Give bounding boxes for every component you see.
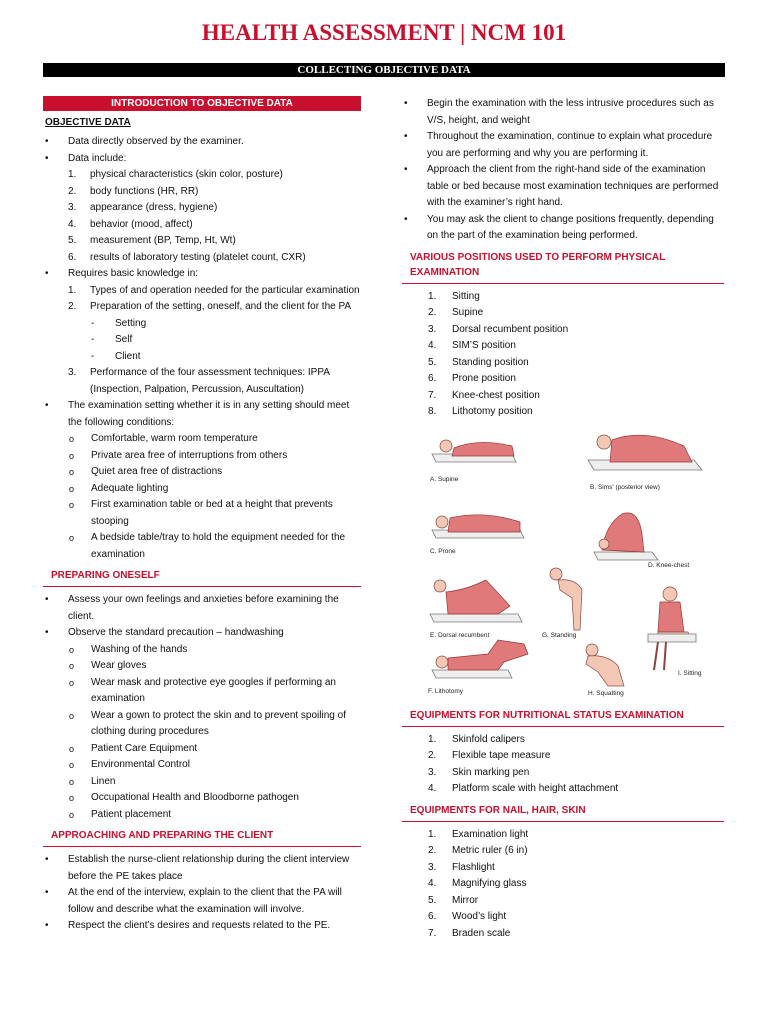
precaution-item: o Wear gloves bbox=[43, 658, 361, 675]
list-item bbox=[43, 365, 361, 398]
position-item bbox=[402, 322, 724, 339]
list-text: Sitting bbox=[452, 290, 480, 302]
setting-bullet bbox=[43, 398, 361, 431]
list-item bbox=[43, 217, 361, 234]
caption-sims: B. Sims' (posterior view) bbox=[590, 483, 660, 491]
positions-illustration bbox=[402, 424, 724, 700]
list-item bbox=[43, 184, 361, 201]
bullet-item: • You may ask the client to change positions frequently, depending on the part of the examination being performed. bbox=[402, 212, 724, 245]
list-number: 6. bbox=[68, 251, 77, 263]
list-text: Skin marking pen bbox=[452, 766, 530, 778]
caption-sitting: I. Sitting bbox=[678, 669, 702, 677]
positions-header: VARIOUS POSITIONS USED TO PERFORM PHYSICAL EXAMINATION bbox=[402, 250, 724, 284]
list-number: 3. bbox=[428, 861, 437, 873]
list-item bbox=[43, 233, 361, 250]
equipment-item bbox=[402, 765, 724, 782]
squatting-figure bbox=[578, 642, 636, 692]
list-text: results of laboratory testing (platelet count, CXR) bbox=[90, 251, 306, 263]
list-text: Wood’s light bbox=[452, 911, 507, 922]
intro-header: INTRODUCTION TO OBJECTIVE DATA bbox=[43, 96, 361, 111]
nail-equipment-list bbox=[402, 827, 724, 943]
list-text: Prone position bbox=[452, 373, 516, 384]
list-item bbox=[43, 299, 361, 316]
condition-item: o First examination table or bed at a height that prevents stooping bbox=[43, 497, 361, 530]
precaution-item: o Washing of the hands bbox=[43, 642, 361, 659]
list-item bbox=[43, 200, 361, 217]
list-number: 5. bbox=[428, 356, 437, 368]
bullet-item: • Assess your own feelings and anxieties before examining the client. bbox=[43, 592, 361, 625]
sims-figure bbox=[584, 424, 708, 484]
list-text: Lithotomy position bbox=[452, 406, 533, 417]
nutrition-equipment-header: EQUIPMENTS FOR NUTRITIONAL STATUS EXAMINATION bbox=[402, 708, 724, 727]
precaution-item: o Environmental Control bbox=[43, 757, 361, 774]
position-item bbox=[402, 388, 724, 405]
objective-bullets bbox=[43, 134, 361, 167]
dorsal-recumbent-figure bbox=[426, 572, 526, 632]
conditions-list bbox=[43, 431, 361, 563]
list-text: Flashlight bbox=[452, 861, 495, 873]
bullet-item: • Respect the client’s desires and requests related to the PE. bbox=[43, 918, 361, 935]
standing-figure bbox=[546, 564, 594, 634]
list-text: Metric ruler (6 in) bbox=[452, 845, 528, 856]
sublist-item: - Setting bbox=[43, 316, 361, 333]
list-number: 6. bbox=[428, 373, 437, 384]
caption-standing: G. Standing bbox=[542, 631, 577, 639]
page-title: HEALTH ASSESSMENT | NCM 101 bbox=[201, 20, 567, 45]
sublist-item: - Self bbox=[43, 332, 361, 349]
list-number: 1. bbox=[68, 169, 77, 180]
prone-figure bbox=[428, 508, 528, 548]
list-number: 4. bbox=[428, 783, 437, 794]
section-banner: COLLECTING OBJECTIVE DATA bbox=[43, 63, 725, 77]
list-text: Magnifying glass bbox=[452, 878, 527, 889]
supine-figure bbox=[428, 428, 518, 474]
equipment-item bbox=[402, 781, 724, 798]
condition-item: o Adequate lighting bbox=[43, 481, 361, 498]
list-text: Standing position bbox=[452, 356, 529, 368]
preparing-bullets bbox=[43, 592, 361, 642]
list-number: 2. bbox=[68, 185, 77, 197]
position-item bbox=[402, 371, 724, 388]
list-number: 1. bbox=[428, 290, 437, 302]
nutrition-equipment-list bbox=[402, 732, 724, 798]
caption-supine: A. Supine bbox=[430, 475, 459, 483]
list-item bbox=[43, 283, 361, 300]
bullet-item: • The examination setting whether it is in any setting should meet the following conditions: bbox=[43, 398, 361, 431]
list-number: 1. bbox=[428, 828, 437, 840]
caption-lithotomy: F. Lithotomy bbox=[428, 687, 464, 695]
list-text: measurement (BP, Temp, Ht, Wt) bbox=[90, 235, 236, 246]
nail-hair-skin-header: EQUIPMENTS FOR NAIL, HAIR, SKIN bbox=[402, 803, 724, 822]
left-column bbox=[43, 96, 361, 935]
approach-bullets bbox=[402, 96, 724, 245]
position-item bbox=[402, 305, 724, 322]
equipment-item bbox=[402, 827, 724, 844]
condition-item: o Quiet area free of distractions bbox=[43, 464, 361, 481]
list-text: Examination light bbox=[452, 828, 529, 840]
list-number: 1. bbox=[428, 733, 437, 745]
objective-data-title: OBJECTIVE DATA bbox=[45, 117, 131, 128]
list-text: physical characteristics (skin color, posture) bbox=[90, 169, 283, 180]
knowledge-list-cont bbox=[43, 365, 361, 398]
sitting-figure bbox=[638, 584, 700, 674]
list-number: 5. bbox=[428, 894, 437, 906]
bullet-item: • Observe the standard precaution – handwashing bbox=[43, 625, 361, 642]
bullet-item: • Requires basic knowledge in: bbox=[43, 266, 361, 283]
position-item bbox=[402, 289, 724, 306]
right-column bbox=[402, 96, 724, 942]
caption-prone: C. Prone bbox=[430, 547, 456, 555]
sublist-item: - Client bbox=[43, 349, 361, 366]
position-item bbox=[402, 404, 724, 421]
list-text: Dorsal recumbent position bbox=[452, 323, 569, 335]
condition-item: o Comfortable, warm room temperature bbox=[43, 431, 361, 448]
caption-knee-chest: D. Knee-chest bbox=[648, 561, 690, 569]
equipment-item bbox=[402, 876, 724, 893]
precaution-item: o Linen bbox=[43, 774, 361, 791]
caption-squatting: H. Squatting bbox=[588, 689, 624, 697]
list-number: 2. bbox=[68, 301, 77, 312]
bullet-item: • Approach the client from the right-hand side of the examination table or bed because most examination techniques are performed with the examiner’s right hand. bbox=[402, 162, 724, 212]
precaution-item: o Occupational Health and Bloodborne pathogen bbox=[43, 790, 361, 807]
precautions-list bbox=[43, 642, 361, 824]
bullet-item: • Begin the examination with the less intrusive procedures such as V/S, height, and weight bbox=[402, 96, 724, 129]
list-text: Platform scale with height attachment bbox=[452, 783, 619, 794]
list-text: appearance (dress, hygiene) bbox=[90, 202, 218, 213]
list-text: Preparation of the setting, oneself, and the client for the PA bbox=[90, 301, 352, 312]
precaution-item: o Patient placement bbox=[43, 807, 361, 824]
equipment-item bbox=[402, 909, 724, 926]
equipment-item bbox=[402, 860, 724, 877]
positions-list bbox=[402, 289, 724, 421]
list-number: 3. bbox=[68, 202, 77, 213]
list-text: Flexible tape measure bbox=[452, 750, 551, 761]
list-number: 7. bbox=[428, 389, 437, 401]
bullet-text: Data include: bbox=[68, 152, 127, 164]
list-text: behavior (mood, affect) bbox=[90, 218, 193, 230]
list-text: Braden scale bbox=[452, 927, 511, 939]
list-number: 6. bbox=[428, 911, 437, 922]
preparation-sublist bbox=[43, 316, 361, 366]
equipment-item bbox=[402, 926, 724, 943]
approaching-client-header: APPROACHING AND PREPARING THE CLIENT bbox=[43, 828, 361, 847]
list-number: 3. bbox=[68, 367, 77, 378]
list-text: Knee-chest position bbox=[452, 389, 540, 401]
list-number: 3. bbox=[428, 766, 437, 778]
equipment-item bbox=[402, 893, 724, 910]
list-text: Supine bbox=[452, 307, 484, 318]
position-item bbox=[402, 338, 724, 355]
bullet-item: • Establish the nurse-client relationship during the client interview before the PE takes place bbox=[43, 852, 361, 885]
list-number: 2. bbox=[428, 845, 437, 856]
list-text: Skinfold calipers bbox=[452, 733, 525, 745]
list-number: 4. bbox=[428, 878, 437, 889]
lithotomy-figure bbox=[428, 636, 536, 692]
list-item bbox=[43, 167, 361, 184]
list-number: 4. bbox=[68, 218, 77, 230]
list-item bbox=[43, 250, 361, 267]
list-number: 2. bbox=[428, 307, 437, 318]
bullet-item: • At the end of the interview, explain to the client that the PA will follow and describe what the examination will involve. bbox=[43, 885, 361, 918]
list-number: 2. bbox=[428, 750, 437, 761]
bullet-item: • Throughout the examination, continue to explain what procedure you are performing and why you are performing it. bbox=[402, 129, 724, 162]
list-number: 5. bbox=[68, 235, 77, 246]
data-include-list bbox=[43, 167, 361, 266]
client-bullets bbox=[43, 852, 361, 935]
bullet-item: • Data directly observed by the examiner. bbox=[43, 134, 361, 151]
list-number: 4. bbox=[428, 340, 437, 351]
bullet-item bbox=[43, 151, 361, 168]
equipment-item bbox=[402, 748, 724, 765]
precaution-item: o Wear mask and protective eye googles if performing an examination bbox=[43, 675, 361, 708]
list-text: Performance of the four assessment techniques: IPPA (Inspection, Palpation, Percussion, Auscultation) bbox=[90, 367, 330, 395]
knowledge-list bbox=[43, 283, 361, 316]
knee-chest-figure bbox=[592, 504, 662, 566]
position-item bbox=[402, 355, 724, 372]
condition-item: o Private area free of interruptions from others bbox=[43, 448, 361, 465]
list-number: 7. bbox=[428, 927, 437, 939]
precaution-item: o Patient Care Equipment bbox=[43, 741, 361, 758]
list-number: 3. bbox=[428, 323, 437, 335]
knowledge-bullet bbox=[43, 266, 361, 283]
precaution-item: o Wear a gown to protect the skin and to prevent spoiling of clothing during procedures bbox=[43, 708, 361, 741]
list-number: 1. bbox=[68, 284, 77, 296]
equipment-item bbox=[402, 732, 724, 749]
caption-dorsal: E. Dorsal recumbent bbox=[430, 631, 490, 639]
list-number: 8. bbox=[428, 406, 437, 417]
condition-item: o A bedside table/tray to hold the equipment needed for the examination bbox=[43, 530, 361, 563]
list-text: Mirror bbox=[452, 894, 479, 906]
equipment-item bbox=[402, 843, 724, 860]
preparing-oneself-header: PREPARING ONESELF bbox=[43, 568, 361, 587]
list-text: Types of and operation needed for the particular examination bbox=[90, 284, 360, 296]
list-text: body functions (HR, RR) bbox=[90, 185, 199, 197]
list-text: SIM’S position bbox=[452, 340, 516, 351]
